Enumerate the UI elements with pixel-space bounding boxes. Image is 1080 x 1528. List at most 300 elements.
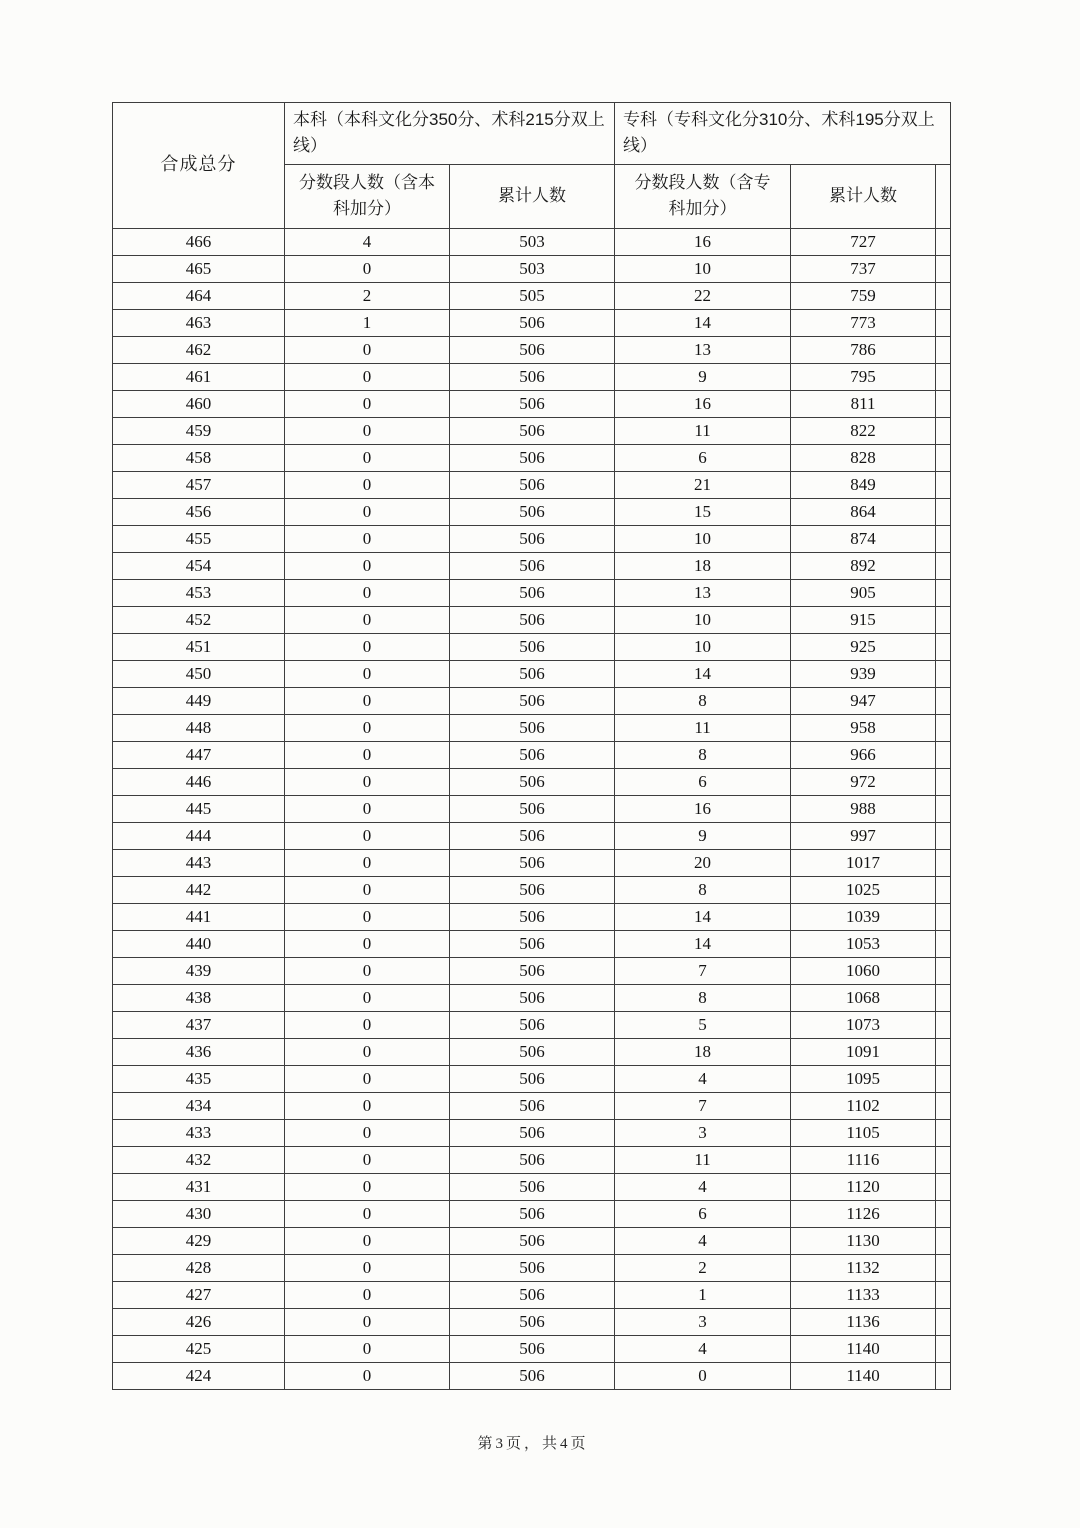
score-cell: 438 <box>113 984 285 1011</box>
benke-segment-cell: 0 <box>285 660 450 687</box>
zhuanke-cumulative-cell: 874 <box>791 525 936 552</box>
zhuanke-cumulative-cell: 905 <box>791 579 936 606</box>
benke-segment-cell: 0 <box>285 1011 450 1038</box>
score-row <box>113 1065 951 1092</box>
zhuanke-cumulative-cell: 1140 <box>791 1335 936 1362</box>
benke-cumulative-cell: 506 <box>450 1092 615 1119</box>
zhuanke-cumulative-cell: 1039 <box>791 903 936 930</box>
benke-segment-cell: 0 <box>285 1038 450 1065</box>
score-row <box>113 336 951 363</box>
zhuanke-segment-cell: 7 <box>615 1092 791 1119</box>
score-cell: 447 <box>113 741 285 768</box>
zhuanke-segment-cell: 18 <box>615 552 791 579</box>
benke-segment-cell: 0 <box>285 1065 450 1092</box>
spacer-cell <box>936 525 951 552</box>
score-row <box>113 1335 951 1362</box>
score-row <box>113 471 951 498</box>
spacer-cell <box>936 390 951 417</box>
spacer-cell <box>936 309 951 336</box>
benke-cumulative-cell: 506 <box>450 876 615 903</box>
zhuanke-segment-cell: 13 <box>615 579 791 606</box>
score-cell: 445 <box>113 795 285 822</box>
spacer-cell <box>936 606 951 633</box>
score-row <box>113 1362 951 1389</box>
spacer-header-cell <box>936 164 951 228</box>
spacer-cell <box>936 1146 951 1173</box>
score-row <box>113 660 951 687</box>
score-row <box>113 741 951 768</box>
score-cell: 435 <box>113 1065 285 1092</box>
zhuanke-cumulative-cell: 1053 <box>791 930 936 957</box>
score-row <box>113 930 951 957</box>
benke-cumulative-cell: 506 <box>450 822 615 849</box>
zhuanke-cumulative-cell: 1133 <box>791 1281 936 1308</box>
spacer-cell <box>936 1254 951 1281</box>
score-cell: 426 <box>113 1308 285 1335</box>
spacer-cell <box>936 687 951 714</box>
benke-segment-cell: 0 <box>285 579 450 606</box>
zhuanke-segment-cell: 11 <box>615 714 791 741</box>
score-cell: 434 <box>113 1092 285 1119</box>
zhuanke-cumulative-cell: 966 <box>791 741 936 768</box>
benke-cumulative-cell: 506 <box>450 1200 615 1227</box>
score-cell: 430 <box>113 1200 285 1227</box>
benke-cumulative-cell: 506 <box>450 768 615 795</box>
score-cell: 458 <box>113 444 285 471</box>
benke-segment-cell: 2 <box>285 282 450 309</box>
benke-cumulative-cell: 506 <box>450 1065 615 1092</box>
benke-cumulative-cell: 506 <box>450 363 615 390</box>
benke-segment-cell: 0 <box>285 390 450 417</box>
benke-cumulative-cell: 506 <box>450 1227 615 1254</box>
benke-segment-cell: 0 <box>285 957 450 984</box>
zhuanke-segment-cell: 9 <box>615 822 791 849</box>
score-row <box>113 1254 951 1281</box>
benke-cumulative-cell: 506 <box>450 1011 615 1038</box>
spacer-cell <box>936 552 951 579</box>
score-row <box>113 552 951 579</box>
zhuanke-segment-cell: 3 <box>615 1119 791 1146</box>
benke-segment-cell: 0 <box>285 363 450 390</box>
benke-cumulative-cell: 506 <box>450 1362 615 1389</box>
score-cell: 457 <box>113 471 285 498</box>
score-row <box>113 795 951 822</box>
header-benke-cumulative: 累计人数 <box>450 164 615 228</box>
score-cell: 455 <box>113 525 285 552</box>
score-row <box>113 633 951 660</box>
score-cell: 443 <box>113 849 285 876</box>
benke-cumulative-cell: 506 <box>450 606 615 633</box>
benke-cumulative-cell: 506 <box>450 552 615 579</box>
benke-cumulative-cell: 506 <box>450 1146 615 1173</box>
score-cell: 460 <box>113 390 285 417</box>
benke-cumulative-cell: 506 <box>450 525 615 552</box>
zhuanke-segment-cell: 8 <box>615 984 791 1011</box>
score-cell: 446 <box>113 768 285 795</box>
zhuanke-cumulative-cell: 828 <box>791 444 936 471</box>
score-row <box>113 714 951 741</box>
zhuanke-cumulative-cell: 988 <box>791 795 936 822</box>
zhuanke-segment-cell: 14 <box>615 309 791 336</box>
table-header <box>113 103 951 229</box>
benke-segment-cell: 0 <box>285 1146 450 1173</box>
spacer-cell <box>936 579 951 606</box>
zhuanke-segment-cell: 21 <box>615 471 791 498</box>
spacer-cell <box>936 1092 951 1119</box>
zhuanke-segment-cell: 11 <box>615 417 791 444</box>
score-cell: 461 <box>113 363 285 390</box>
spacer-cell <box>936 336 951 363</box>
score-cell: 428 <box>113 1254 285 1281</box>
benke-cumulative-cell: 506 <box>450 1254 615 1281</box>
benke-cumulative-cell: 506 <box>450 309 615 336</box>
spacer-cell <box>936 1038 951 1065</box>
score-cell: 456 <box>113 498 285 525</box>
zhuanke-cumulative-cell: 958 <box>791 714 936 741</box>
zhuanke-cumulative-cell: 915 <box>791 606 936 633</box>
spacer-cell <box>936 498 951 525</box>
benke-segment-cell: 0 <box>285 1173 450 1200</box>
score-cell: 463 <box>113 309 285 336</box>
score-row <box>113 363 951 390</box>
score-row <box>113 1038 951 1065</box>
score-row <box>113 903 951 930</box>
score-cell: 429 <box>113 1227 285 1254</box>
score-cell: 441 <box>113 903 285 930</box>
header-zhuanke-group: 专科（专科文化分310分、术科195分双上线） <box>615 103 951 165</box>
spacer-cell <box>936 417 951 444</box>
zhuanke-segment-cell: 3 <box>615 1308 791 1335</box>
score-cell: 450 <box>113 660 285 687</box>
score-cell: 432 <box>113 1146 285 1173</box>
spacer-cell <box>936 1119 951 1146</box>
score-row <box>113 1011 951 1038</box>
header-benke-group: 本科（本科文化分350分、术科215分双上线） <box>285 103 615 165</box>
benke-cumulative-cell: 506 <box>450 633 615 660</box>
benke-segment-cell: 0 <box>285 336 450 363</box>
zhuanke-segment-cell: 5 <box>615 1011 791 1038</box>
zhuanke-cumulative-cell: 849 <box>791 471 936 498</box>
score-cell: 465 <box>113 255 285 282</box>
zhuanke-cumulative-cell: 972 <box>791 768 936 795</box>
zhuanke-segment-cell: 11 <box>615 1146 791 1173</box>
score-row <box>113 768 951 795</box>
score-row <box>113 444 951 471</box>
benke-cumulative-cell: 506 <box>450 714 615 741</box>
score-row <box>113 1092 951 1119</box>
score-cell: 466 <box>113 228 285 255</box>
benke-segment-cell: 0 <box>285 1281 450 1308</box>
score-cell: 453 <box>113 579 285 606</box>
score-cell: 442 <box>113 876 285 903</box>
spacer-cell <box>936 255 951 282</box>
header-row-groups <box>113 103 951 165</box>
spacer-cell <box>936 1200 951 1227</box>
spacer-cell <box>936 1281 951 1308</box>
zhuanke-segment-cell: 16 <box>615 228 791 255</box>
spacer-cell <box>936 1173 951 1200</box>
zhuanke-cumulative-cell: 947 <box>791 687 936 714</box>
zhuanke-segment-cell: 15 <box>615 498 791 525</box>
score-cell: 448 <box>113 714 285 741</box>
zhuanke-cumulative-cell: 1126 <box>791 1200 936 1227</box>
zhuanke-segment-cell: 0 <box>615 1362 791 1389</box>
score-cell: 424 <box>113 1362 285 1389</box>
zhuanke-cumulative-cell: 759 <box>791 282 936 309</box>
score-row <box>113 957 951 984</box>
spacer-cell <box>936 714 951 741</box>
zhuanke-cumulative-cell: 786 <box>791 336 936 363</box>
benke-segment-cell: 0 <box>285 768 450 795</box>
benke-segment-cell: 0 <box>285 822 450 849</box>
zhuanke-segment-cell: 10 <box>615 606 791 633</box>
score-row <box>113 687 951 714</box>
spacer-cell <box>936 876 951 903</box>
spacer-cell <box>936 930 951 957</box>
zhuanke-cumulative-cell: 1130 <box>791 1227 936 1254</box>
zhuanke-segment-cell: 7 <box>615 957 791 984</box>
zhuanke-cumulative-cell: 925 <box>791 633 936 660</box>
zhuanke-segment-cell: 8 <box>615 741 791 768</box>
benke-cumulative-cell: 506 <box>450 444 615 471</box>
benke-cumulative-cell: 506 <box>450 579 615 606</box>
benke-segment-cell: 0 <box>285 795 450 822</box>
spacer-cell <box>936 741 951 768</box>
score-cell: 425 <box>113 1335 285 1362</box>
zhuanke-cumulative-cell: 864 <box>791 498 936 525</box>
score-row <box>113 498 951 525</box>
spacer-cell <box>936 633 951 660</box>
zhuanke-cumulative-cell: 773 <box>791 309 936 336</box>
zhuanke-cumulative-cell: 1140 <box>791 1362 936 1389</box>
score-row <box>113 417 951 444</box>
spacer-cell <box>936 1227 951 1254</box>
score-table-body <box>113 228 951 1389</box>
zhuanke-segment-cell: 4 <box>615 1173 791 1200</box>
zhuanke-cumulative-cell: 822 <box>791 417 936 444</box>
score-row <box>113 390 951 417</box>
zhuanke-segment-cell: 4 <box>615 1065 791 1092</box>
benke-segment-cell: 0 <box>285 498 450 525</box>
benke-segment-cell: 0 <box>285 633 450 660</box>
benke-cumulative-cell: 506 <box>450 984 615 1011</box>
zhuanke-segment-cell: 22 <box>615 282 791 309</box>
zhuanke-cumulative-cell: 1116 <box>791 1146 936 1173</box>
benke-cumulative-cell: 506 <box>450 930 615 957</box>
benke-cumulative-cell: 506 <box>450 687 615 714</box>
benke-segment-cell: 0 <box>285 687 450 714</box>
benke-cumulative-cell: 506 <box>450 1173 615 1200</box>
spacer-cell <box>936 660 951 687</box>
benke-segment-cell: 0 <box>285 417 450 444</box>
benke-cumulative-cell: 506 <box>450 795 615 822</box>
score-cell: 440 <box>113 930 285 957</box>
zhuanke-segment-cell: 14 <box>615 903 791 930</box>
benke-cumulative-cell: 506 <box>450 741 615 768</box>
benke-segment-cell: 0 <box>285 525 450 552</box>
score-row <box>113 1173 951 1200</box>
score-cell: 449 <box>113 687 285 714</box>
benke-segment-cell: 0 <box>285 876 450 903</box>
zhuanke-segment-cell: 6 <box>615 444 791 471</box>
score-cell: 444 <box>113 822 285 849</box>
zhuanke-cumulative-cell: 939 <box>791 660 936 687</box>
score-distribution-table <box>112 102 951 1390</box>
score-cell: 451 <box>113 633 285 660</box>
score-row <box>113 984 951 1011</box>
benke-cumulative-cell: 503 <box>450 228 615 255</box>
zhuanke-cumulative-cell: 1068 <box>791 984 936 1011</box>
zhuanke-cumulative-cell: 1105 <box>791 1119 936 1146</box>
zhuanke-segment-cell: 1 <box>615 1281 791 1308</box>
spacer-cell <box>936 444 951 471</box>
benke-cumulative-cell: 506 <box>450 390 615 417</box>
zhuanke-segment-cell: 2 <box>615 1254 791 1281</box>
benke-segment-cell: 0 <box>285 1254 450 1281</box>
zhuanke-cumulative-cell: 811 <box>791 390 936 417</box>
benke-segment-cell: 0 <box>285 1308 450 1335</box>
zhuanke-segment-cell: 8 <box>615 876 791 903</box>
spacer-cell <box>936 822 951 849</box>
benke-segment-cell: 0 <box>285 1119 450 1146</box>
score-cell: 437 <box>113 1011 285 1038</box>
benke-cumulative-cell: 506 <box>450 336 615 363</box>
zhuanke-segment-cell: 10 <box>615 633 791 660</box>
score-cell: 459 <box>113 417 285 444</box>
spacer-cell <box>936 228 951 255</box>
benke-segment-cell: 0 <box>285 1092 450 1119</box>
score-row <box>113 309 951 336</box>
zhuanke-segment-cell: 6 <box>615 1200 791 1227</box>
benke-segment-cell: 0 <box>285 903 450 930</box>
zhuanke-cumulative-cell: 1136 <box>791 1308 936 1335</box>
benke-cumulative-cell: 505 <box>450 282 615 309</box>
benke-segment-cell: 0 <box>285 255 450 282</box>
benke-cumulative-cell: 506 <box>450 957 615 984</box>
benke-segment-cell: 0 <box>285 1200 450 1227</box>
zhuanke-segment-cell: 16 <box>615 795 791 822</box>
score-row <box>113 822 951 849</box>
score-row <box>113 606 951 633</box>
header-benke-segment: 分数段人数（含本科加分） <box>285 164 450 228</box>
benke-segment-cell: 0 <box>285 552 450 579</box>
zhuanke-segment-cell: 9 <box>615 363 791 390</box>
zhuanke-segment-cell: 10 <box>615 525 791 552</box>
benke-segment-cell: 0 <box>285 984 450 1011</box>
page-number: 第3页，共4页 <box>477 1436 589 1452</box>
zhuanke-segment-cell: 4 <box>615 1227 791 1254</box>
score-cell: 427 <box>113 1281 285 1308</box>
benke-cumulative-cell: 506 <box>450 660 615 687</box>
spacer-cell <box>936 1065 951 1092</box>
benke-cumulative-cell: 506 <box>450 1119 615 1146</box>
zhuanke-segment-cell: 10 <box>615 255 791 282</box>
benke-cumulative-cell: 506 <box>450 498 615 525</box>
score-cell: 436 <box>113 1038 285 1065</box>
zhuanke-segment-cell: 14 <box>615 930 791 957</box>
zhuanke-cumulative-cell: 1091 <box>791 1038 936 1065</box>
benke-cumulative-cell: 506 <box>450 903 615 930</box>
zhuanke-segment-cell: 4 <box>615 1335 791 1362</box>
zhuanke-cumulative-cell: 1132 <box>791 1254 936 1281</box>
score-row <box>113 1119 951 1146</box>
zhuanke-cumulative-cell: 1102 <box>791 1092 936 1119</box>
score-cell: 433 <box>113 1119 285 1146</box>
benke-segment-cell: 0 <box>285 1335 450 1362</box>
spacer-cell <box>936 471 951 498</box>
spacer-cell <box>936 984 951 1011</box>
benke-segment-cell: 0 <box>285 849 450 876</box>
zhuanke-segment-cell: 8 <box>615 687 791 714</box>
benke-segment-cell: 1 <box>285 309 450 336</box>
zhuanke-segment-cell: 20 <box>615 849 791 876</box>
zhuanke-cumulative-cell: 997 <box>791 822 936 849</box>
zhuanke-segment-cell: 6 <box>615 768 791 795</box>
score-row <box>113 579 951 606</box>
benke-segment-cell: 0 <box>285 471 450 498</box>
benke-segment-cell: 0 <box>285 741 450 768</box>
benke-cumulative-cell: 506 <box>450 1038 615 1065</box>
zhuanke-cumulative-cell: 727 <box>791 228 936 255</box>
zhuanke-segment-cell: 13 <box>615 336 791 363</box>
benke-cumulative-cell: 506 <box>450 471 615 498</box>
spacer-cell <box>936 849 951 876</box>
score-row <box>113 1281 951 1308</box>
zhuanke-segment-cell: 16 <box>615 390 791 417</box>
benke-segment-cell: 0 <box>285 930 450 957</box>
zhuanke-segment-cell: 14 <box>615 660 791 687</box>
score-cell: 464 <box>113 282 285 309</box>
zhuanke-segment-cell: 18 <box>615 1038 791 1065</box>
zhuanke-cumulative-cell: 1025 <box>791 876 936 903</box>
spacer-cell <box>936 282 951 309</box>
spacer-cell <box>936 903 951 930</box>
benke-cumulative-cell: 503 <box>450 255 615 282</box>
zhuanke-cumulative-cell: 1017 <box>791 849 936 876</box>
score-cell: 439 <box>113 957 285 984</box>
score-row <box>113 1308 951 1335</box>
benke-segment-cell: 0 <box>285 1362 450 1389</box>
benke-segment-cell: 0 <box>285 606 450 633</box>
benke-cumulative-cell: 506 <box>450 417 615 444</box>
spacer-cell <box>936 957 951 984</box>
zhuanke-cumulative-cell: 1060 <box>791 957 936 984</box>
benke-cumulative-cell: 506 <box>450 1335 615 1362</box>
benke-segment-cell: 0 <box>285 444 450 471</box>
score-row <box>113 1227 951 1254</box>
zhuanke-cumulative-cell: 795 <box>791 363 936 390</box>
zhuanke-cumulative-cell: 1095 <box>791 1065 936 1092</box>
spacer-cell <box>936 768 951 795</box>
score-row <box>113 1200 951 1227</box>
score-row <box>113 1146 951 1173</box>
benke-cumulative-cell: 506 <box>450 1308 615 1335</box>
benke-segment-cell: 0 <box>285 1227 450 1254</box>
score-row <box>113 228 951 255</box>
header-zhuanke-cumulative: 累计人数 <box>791 164 936 228</box>
score-row <box>113 255 951 282</box>
benke-segment-cell: 0 <box>285 714 450 741</box>
score-row <box>113 849 951 876</box>
spacer-cell <box>936 795 951 822</box>
spacer-cell <box>936 1308 951 1335</box>
zhuanke-cumulative-cell: 737 <box>791 255 936 282</box>
zhuanke-cumulative-cell: 1120 <box>791 1173 936 1200</box>
header-zhuanke-segment: 分数段人数（含专科加分） <box>615 164 791 228</box>
spacer-cell <box>936 363 951 390</box>
spacer-cell <box>936 1335 951 1362</box>
score-row <box>113 525 951 552</box>
